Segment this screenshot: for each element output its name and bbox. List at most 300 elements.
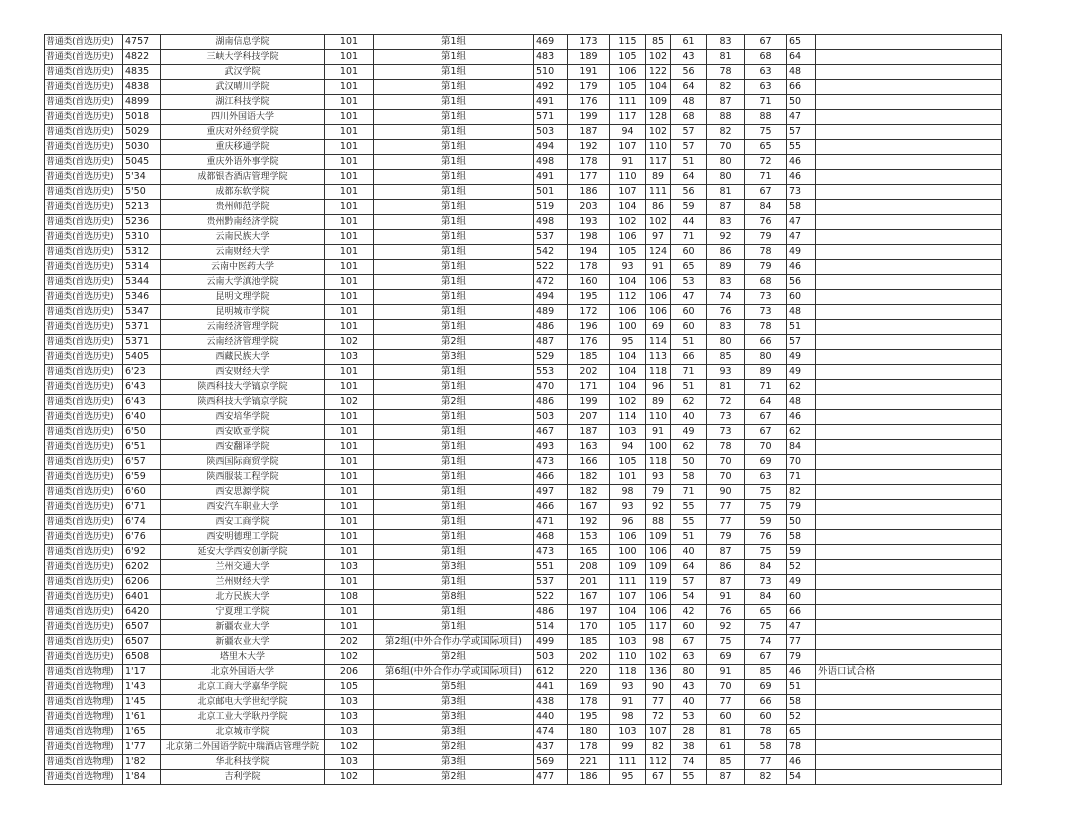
cell-school: 兰州财经大学	[161, 575, 325, 590]
cell-code: 5310	[123, 230, 161, 245]
cell-school: 吉利学院	[161, 770, 325, 785]
cell-s5: 73	[707, 425, 745, 440]
cell-code: 6'57	[123, 455, 161, 470]
cell-s1: 194	[568, 245, 610, 260]
table-row	[45, 560, 1002, 575]
admission-score-table	[44, 34, 1002, 785]
table-row	[45, 260, 1002, 275]
cell-category: 普通类(首选历史)	[45, 395, 123, 410]
cell-s7: 65	[787, 35, 816, 50]
table-row	[45, 740, 1002, 755]
cell-category: 普通类(首选历史)	[45, 110, 123, 125]
cell-s7: 78	[787, 740, 816, 755]
cell-category: 普通类(首选历史)	[45, 215, 123, 230]
cell-s5: 80	[707, 155, 745, 170]
cell-school: 陕西科技大学镐京学院	[161, 395, 325, 410]
cell-category: 普通类(首选历史)	[45, 470, 123, 485]
cell-category: 普通类(首选历史)	[45, 350, 123, 365]
cell-s5: 69	[707, 650, 745, 665]
cell-group-name: 第1组	[374, 500, 534, 515]
table-row	[45, 140, 1002, 155]
cell-s6: 67	[745, 185, 787, 200]
cell-s5: 83	[707, 35, 745, 50]
cell-s5: 73	[707, 410, 745, 425]
cell-s7: 70	[787, 455, 816, 470]
cell-code: 4835	[123, 65, 161, 80]
cell-school: 北京外国语大学	[161, 665, 325, 680]
cell-category: 普通类(首选历史)	[45, 575, 123, 590]
cell-s5: 87	[707, 545, 745, 560]
cell-s6: 85	[745, 665, 787, 680]
cell-s1: 193	[568, 215, 610, 230]
cell-s1: 195	[568, 710, 610, 725]
cell-s7: 66	[787, 605, 816, 620]
cell-category: 普通类(首选历史)	[45, 80, 123, 95]
cell-code: 5'34	[123, 170, 161, 185]
cell-s5: 91	[707, 665, 745, 680]
cell-total: 503	[534, 125, 568, 140]
cell-s6: 63	[745, 80, 787, 95]
table-row	[45, 110, 1002, 125]
table-row	[45, 680, 1002, 695]
cell-s7: 58	[787, 200, 816, 215]
cell-total: 471	[534, 515, 568, 530]
cell-s4: 51	[671, 380, 707, 395]
cell-group-name: 第1组	[374, 200, 534, 215]
cell-note	[816, 635, 1002, 650]
cell-s3: 79	[646, 485, 671, 500]
cell-total: 510	[534, 65, 568, 80]
cell-s7: 79	[787, 650, 816, 665]
cell-school: 重庆移通学院	[161, 140, 325, 155]
cell-s6: 64	[745, 395, 787, 410]
cell-school: 延安大学西安创新学院	[161, 545, 325, 560]
cell-group-name: 第1组	[374, 410, 534, 425]
cell-school: 新疆农业大学	[161, 620, 325, 635]
cell-s2: 98	[610, 710, 646, 725]
table-row	[45, 665, 1002, 680]
cell-group-name: 第1组	[374, 425, 534, 440]
cell-s4: 44	[671, 215, 707, 230]
table-row	[45, 470, 1002, 485]
cell-s7: 79	[787, 500, 816, 515]
table-row	[45, 650, 1002, 665]
cell-s4: 62	[671, 395, 707, 410]
cell-group-code: 202	[325, 635, 374, 650]
cell-code: 6401	[123, 590, 161, 605]
table-row	[45, 380, 1002, 395]
cell-s3: 82	[646, 740, 671, 755]
cell-s3: 106	[646, 290, 671, 305]
cell-school: 云南民族大学	[161, 230, 325, 245]
table-row	[45, 755, 1002, 770]
cell-school: 西安汽车职业大学	[161, 500, 325, 515]
cell-total: 529	[534, 350, 568, 365]
cell-code: 4899	[123, 95, 161, 110]
cell-total: 537	[534, 575, 568, 590]
cell-s3: 88	[646, 515, 671, 530]
cell-s3: 97	[646, 230, 671, 245]
cell-total: 494	[534, 290, 568, 305]
cell-s2: 105	[610, 50, 646, 65]
cell-s2: 117	[610, 110, 646, 125]
table-row	[45, 35, 1002, 50]
cell-note	[816, 365, 1002, 380]
cell-group-name: 第1组	[374, 65, 534, 80]
cell-school: 武汉晴川学院	[161, 80, 325, 95]
cell-note	[816, 290, 1002, 305]
cell-note	[816, 605, 1002, 620]
cell-s3: 128	[646, 110, 671, 125]
cell-s6: 73	[745, 305, 787, 320]
cell-note	[816, 695, 1002, 710]
cell-code: 6420	[123, 605, 161, 620]
cell-s4: 71	[671, 365, 707, 380]
cell-category: 普通类(首选历史)	[45, 485, 123, 500]
cell-group-name: 第1组	[374, 140, 534, 155]
cell-code: 6'60	[123, 485, 161, 500]
cell-s3: 113	[646, 350, 671, 365]
cell-note	[816, 755, 1002, 770]
table-row	[45, 590, 1002, 605]
cell-s4: 60	[671, 320, 707, 335]
cell-category: 普通类(首选历史)	[45, 245, 123, 260]
table-row	[45, 65, 1002, 80]
cell-group-code: 101	[325, 545, 374, 560]
cell-s2: 93	[610, 260, 646, 275]
cell-total: 483	[534, 50, 568, 65]
cell-s4: 56	[671, 185, 707, 200]
cell-school: 华北科技学院	[161, 755, 325, 770]
cell-note	[816, 515, 1002, 530]
cell-group-code: 108	[325, 590, 374, 605]
cell-s7: 60	[787, 290, 816, 305]
cell-group-name: 第1组	[374, 35, 534, 50]
cell-code: 5312	[123, 245, 161, 260]
cell-s3: 107	[646, 725, 671, 740]
cell-s3: 106	[646, 590, 671, 605]
cell-school: 陕西服装工程学院	[161, 470, 325, 485]
cell-total: 473	[534, 545, 568, 560]
cell-s2: 103	[610, 635, 646, 650]
cell-note	[816, 275, 1002, 290]
cell-s3: 90	[646, 680, 671, 695]
cell-s5: 92	[707, 620, 745, 635]
cell-s7: 51	[787, 320, 816, 335]
cell-s1: 186	[568, 770, 610, 785]
cell-group-code: 101	[325, 290, 374, 305]
cell-s5: 78	[707, 440, 745, 455]
cell-s6: 78	[745, 245, 787, 260]
cell-category: 普通类(首选历史)	[45, 410, 123, 425]
cell-s3: 102	[646, 215, 671, 230]
cell-group-code: 101	[325, 125, 374, 140]
cell-category: 普通类(首选物理)	[45, 755, 123, 770]
cell-total: 542	[534, 245, 568, 260]
cell-code: 6'71	[123, 500, 161, 515]
cell-school: 成都东软学院	[161, 185, 325, 200]
cell-group-code: 101	[325, 110, 374, 125]
cell-s1: 195	[568, 290, 610, 305]
cell-s2: 96	[610, 515, 646, 530]
table-row	[45, 80, 1002, 95]
cell-s2: 104	[610, 365, 646, 380]
cell-s6: 78	[745, 725, 787, 740]
cell-group-name: 第1组	[374, 320, 534, 335]
table-row	[45, 455, 1002, 470]
cell-s1: 208	[568, 560, 610, 575]
cell-s5: 87	[707, 770, 745, 785]
cell-s6: 67	[745, 410, 787, 425]
cell-s4: 51	[671, 335, 707, 350]
cell-group-name: 第1组	[374, 530, 534, 545]
cell-note	[816, 230, 1002, 245]
cell-s3: 100	[646, 440, 671, 455]
cell-s7: 64	[787, 50, 816, 65]
cell-school: 云南大学滇池学院	[161, 275, 325, 290]
cell-group-name: 第2组(中外合作办学或国际项目)	[374, 635, 534, 650]
cell-s3: 106	[646, 305, 671, 320]
cell-note	[816, 200, 1002, 215]
cell-total: 438	[534, 695, 568, 710]
cell-s6: 66	[745, 335, 787, 350]
cell-s5: 61	[707, 740, 745, 755]
cell-school: 武汉学院	[161, 65, 325, 80]
cell-note	[816, 125, 1002, 140]
cell-note	[816, 65, 1002, 80]
cell-category: 普通类(首选历史)	[45, 320, 123, 335]
table-row	[45, 50, 1002, 65]
cell-s6: 80	[745, 350, 787, 365]
cell-s2: 104	[610, 200, 646, 215]
cell-total: 499	[534, 635, 568, 650]
cell-s5: 77	[707, 515, 745, 530]
table-row	[45, 575, 1002, 590]
cell-s6: 71	[745, 380, 787, 395]
cell-category: 普通类(首选历史)	[45, 455, 123, 470]
cell-code: 6'43	[123, 395, 161, 410]
cell-note	[816, 650, 1002, 665]
table-row	[45, 545, 1002, 560]
cell-s1: 201	[568, 575, 610, 590]
cell-total: 477	[534, 770, 568, 785]
cell-total: 494	[534, 140, 568, 155]
cell-s3: 72	[646, 710, 671, 725]
cell-code: 5236	[123, 215, 161, 230]
cell-s5: 85	[707, 755, 745, 770]
cell-s6: 89	[745, 365, 787, 380]
cell-group-name: 第1组	[374, 80, 534, 95]
cell-s5: 92	[707, 230, 745, 245]
cell-note	[816, 425, 1002, 440]
cell-s1: 202	[568, 650, 610, 665]
cell-category: 普通类(首选历史)	[45, 380, 123, 395]
cell-s3: 111	[646, 185, 671, 200]
table-row	[45, 95, 1002, 110]
cell-s1: 198	[568, 230, 610, 245]
cell-group-name: 第1组	[374, 380, 534, 395]
cell-s4: 57	[671, 575, 707, 590]
cell-s4: 47	[671, 290, 707, 305]
cell-s3: 106	[646, 275, 671, 290]
cell-s4: 68	[671, 110, 707, 125]
cell-s7: 58	[787, 695, 816, 710]
cell-s2: 104	[610, 350, 646, 365]
cell-total: 498	[534, 155, 568, 170]
cell-s7: 57	[787, 125, 816, 140]
cell-note	[816, 35, 1002, 50]
cell-s2: 118	[610, 665, 646, 680]
cell-category: 普通类(首选历史)	[45, 500, 123, 515]
cell-s6: 63	[745, 65, 787, 80]
cell-s2: 106	[610, 65, 646, 80]
cell-s6: 75	[745, 620, 787, 635]
cell-s2: 95	[610, 335, 646, 350]
cell-s6: 82	[745, 770, 787, 785]
cell-note	[816, 140, 1002, 155]
cell-group-code: 101	[325, 470, 374, 485]
cell-s5: 76	[707, 305, 745, 320]
cell-group-code: 101	[325, 620, 374, 635]
cell-s1: 165	[568, 545, 610, 560]
table-row	[45, 200, 1002, 215]
cell-code: 5213	[123, 200, 161, 215]
cell-group-name: 第3组	[374, 560, 534, 575]
cell-group-code: 102	[325, 335, 374, 350]
cell-school: 北京邮电大学世纪学院	[161, 695, 325, 710]
cell-s4: 58	[671, 470, 707, 485]
cell-total: 522	[534, 590, 568, 605]
cell-school: 西安欧亚学院	[161, 425, 325, 440]
table-row	[45, 320, 1002, 335]
cell-category: 普通类(首选历史)	[45, 185, 123, 200]
cell-s6: 88	[745, 110, 787, 125]
cell-code: 4822	[123, 50, 161, 65]
table-row	[45, 530, 1002, 545]
cell-note	[816, 350, 1002, 365]
cell-s7: 65	[787, 725, 816, 740]
cell-code: 1'45	[123, 695, 161, 710]
cell-group-code: 101	[325, 410, 374, 425]
cell-s6: 84	[745, 560, 787, 575]
cell-note	[816, 245, 1002, 260]
table-row	[45, 695, 1002, 710]
cell-code: 6202	[123, 560, 161, 575]
cell-code: 1'17	[123, 665, 161, 680]
cell-s6: 71	[745, 170, 787, 185]
cell-s7: 77	[787, 635, 816, 650]
cell-code: 6'59	[123, 470, 161, 485]
cell-code: 4838	[123, 80, 161, 95]
cell-s7: 49	[787, 575, 816, 590]
cell-s1: 178	[568, 695, 610, 710]
cell-s6: 58	[745, 740, 787, 755]
cell-s5: 81	[707, 50, 745, 65]
cell-s4: 42	[671, 605, 707, 620]
cell-s1: 173	[568, 35, 610, 50]
cell-s1: 171	[568, 380, 610, 395]
table-row	[45, 305, 1002, 320]
cell-school: 贵州黔南经济学院	[161, 215, 325, 230]
cell-s5: 74	[707, 290, 745, 305]
cell-total: 551	[534, 560, 568, 575]
cell-total: 514	[534, 620, 568, 635]
cell-s6: 79	[745, 230, 787, 245]
cell-school: 湖南信息学院	[161, 35, 325, 50]
cell-s7: 82	[787, 485, 816, 500]
cell-s6: 69	[745, 455, 787, 470]
cell-group-code: 102	[325, 770, 374, 785]
cell-s6: 59	[745, 515, 787, 530]
table-row	[45, 410, 1002, 425]
cell-category: 普通类(首选物理)	[45, 740, 123, 755]
cell-group-code: 101	[325, 185, 374, 200]
cell-s2: 104	[610, 605, 646, 620]
cell-s2: 94	[610, 440, 646, 455]
cell-s2: 101	[610, 470, 646, 485]
cell-s5: 83	[707, 320, 745, 335]
table-row	[45, 770, 1002, 785]
cell-group-name: 第2组	[374, 770, 534, 785]
cell-s3: 106	[646, 545, 671, 560]
cell-school: 湖江科技学院	[161, 95, 325, 110]
cell-total: 441	[534, 680, 568, 695]
cell-category: 普通类(首选历史)	[45, 560, 123, 575]
cell-s2: 105	[610, 455, 646, 470]
cell-s7: 49	[787, 350, 816, 365]
cell-total: 467	[534, 425, 568, 440]
cell-category: 普通类(首选历史)	[45, 125, 123, 140]
cell-total: 473	[534, 455, 568, 470]
cell-s4: 62	[671, 440, 707, 455]
cell-s5: 83	[707, 275, 745, 290]
cell-school: 北京工业大学耿丹学院	[161, 710, 325, 725]
cell-group-code: 101	[325, 200, 374, 215]
cell-s5: 78	[707, 65, 745, 80]
cell-s5: 93	[707, 365, 745, 380]
cell-note	[816, 110, 1002, 125]
cell-s1: 192	[568, 515, 610, 530]
cell-category: 普通类(首选物理)	[45, 665, 123, 680]
cell-s5: 75	[707, 635, 745, 650]
cell-note	[816, 80, 1002, 95]
cell-s4: 55	[671, 770, 707, 785]
cell-s6: 75	[745, 485, 787, 500]
cell-s6: 66	[745, 695, 787, 710]
cell-s1: 185	[568, 350, 610, 365]
cell-s5: 80	[707, 335, 745, 350]
cell-note	[816, 500, 1002, 515]
cell-group-code: 101	[325, 35, 374, 50]
cell-s2: 103	[610, 425, 646, 440]
cell-s7: 52	[787, 710, 816, 725]
cell-group-code: 102	[325, 395, 374, 410]
cell-total: 522	[534, 260, 568, 275]
cell-school: 兰州交通大学	[161, 560, 325, 575]
cell-s1: 177	[568, 170, 610, 185]
cell-group-code: 103	[325, 560, 374, 575]
cell-s7: 71	[787, 470, 816, 485]
cell-s1: 166	[568, 455, 610, 470]
cell-note	[816, 725, 1002, 740]
cell-s6: 67	[745, 35, 787, 50]
cell-s2: 106	[610, 530, 646, 545]
cell-total: 469	[534, 35, 568, 50]
cell-s2: 99	[610, 740, 646, 755]
cell-s7: 52	[787, 560, 816, 575]
cell-s4: 38	[671, 740, 707, 755]
cell-s6: 72	[745, 155, 787, 170]
